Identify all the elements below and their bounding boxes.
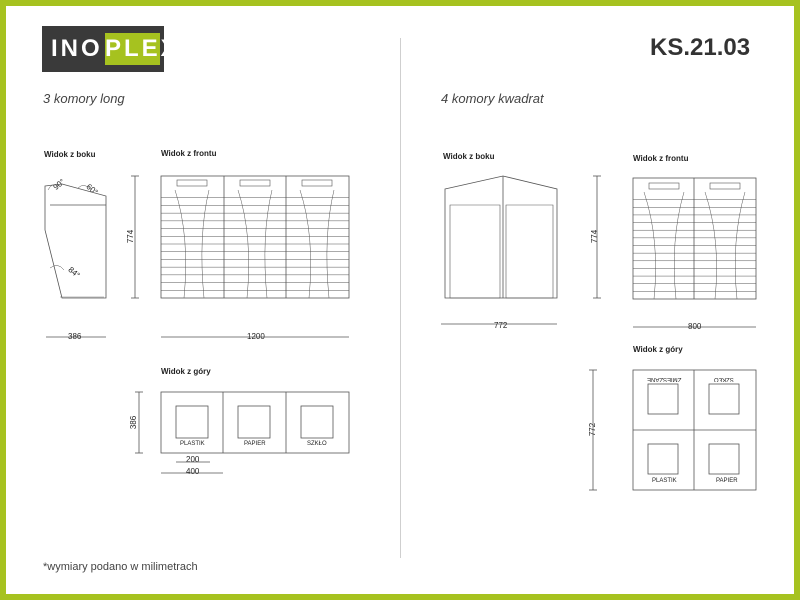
left-module-dim: 400 <box>186 467 200 476</box>
angle-label-3: 84° <box>66 265 82 280</box>
left-depth-dim: 386 <box>68 332 82 341</box>
bin-label-szklo: SZKŁO <box>307 441 327 447</box>
left-side-label: Widok z boku <box>44 150 96 159</box>
left-title: 3 komory long <box>43 91 125 106</box>
right-width-dim: 800 <box>688 322 702 331</box>
left-front-view <box>161 176 349 298</box>
right-side-label: Widok z boku <box>443 152 495 161</box>
angle-label-1: 90° <box>51 177 67 192</box>
angle-label-2: 60° <box>84 182 100 197</box>
left-top-view <box>161 392 349 453</box>
logo-text-dark: INO <box>51 35 103 62</box>
left-width-dim: 1200 <box>247 332 265 341</box>
bin-label-plastik: PLASTIK <box>180 441 205 447</box>
product-code: KS.21.03 <box>650 34 751 61</box>
logo-text-green: PLEX <box>105 33 160 65</box>
right-top-view <box>633 370 756 490</box>
right-top-depth-dim: 772 <box>588 422 598 437</box>
left-height-dim: 774 <box>126 229 136 244</box>
bin-label-zmieszane: ZMIESZANE <box>647 376 682 382</box>
bin-label-szklo-top: SZKŁO <box>714 376 734 382</box>
bin-label-papier: PAPIER <box>244 441 266 447</box>
right-front-view <box>633 178 756 299</box>
right-top-label: Widok z góry <box>633 345 683 354</box>
right-depth-dim: 772 <box>494 321 508 330</box>
bin-label-plastik-right: PLASTIK <box>652 478 677 484</box>
left-top-label: Widok z góry <box>161 367 211 376</box>
right-height-dim: 774 <box>590 229 600 244</box>
left-top-depth-dim: 386 <box>129 415 139 430</box>
left-inner-dim: 200 <box>186 455 200 464</box>
bin-label-papier-right: PAPIER <box>716 478 738 484</box>
right-side-view <box>445 176 557 298</box>
left-front-label: Widok z frontu <box>161 149 217 158</box>
left-side-outline <box>45 184 106 298</box>
footnote: *wymiary podano w milimetrach <box>43 561 198 573</box>
right-title: 4 komory kwadrat <box>441 91 544 106</box>
right-front-label: Widok z frontu <box>633 154 689 163</box>
